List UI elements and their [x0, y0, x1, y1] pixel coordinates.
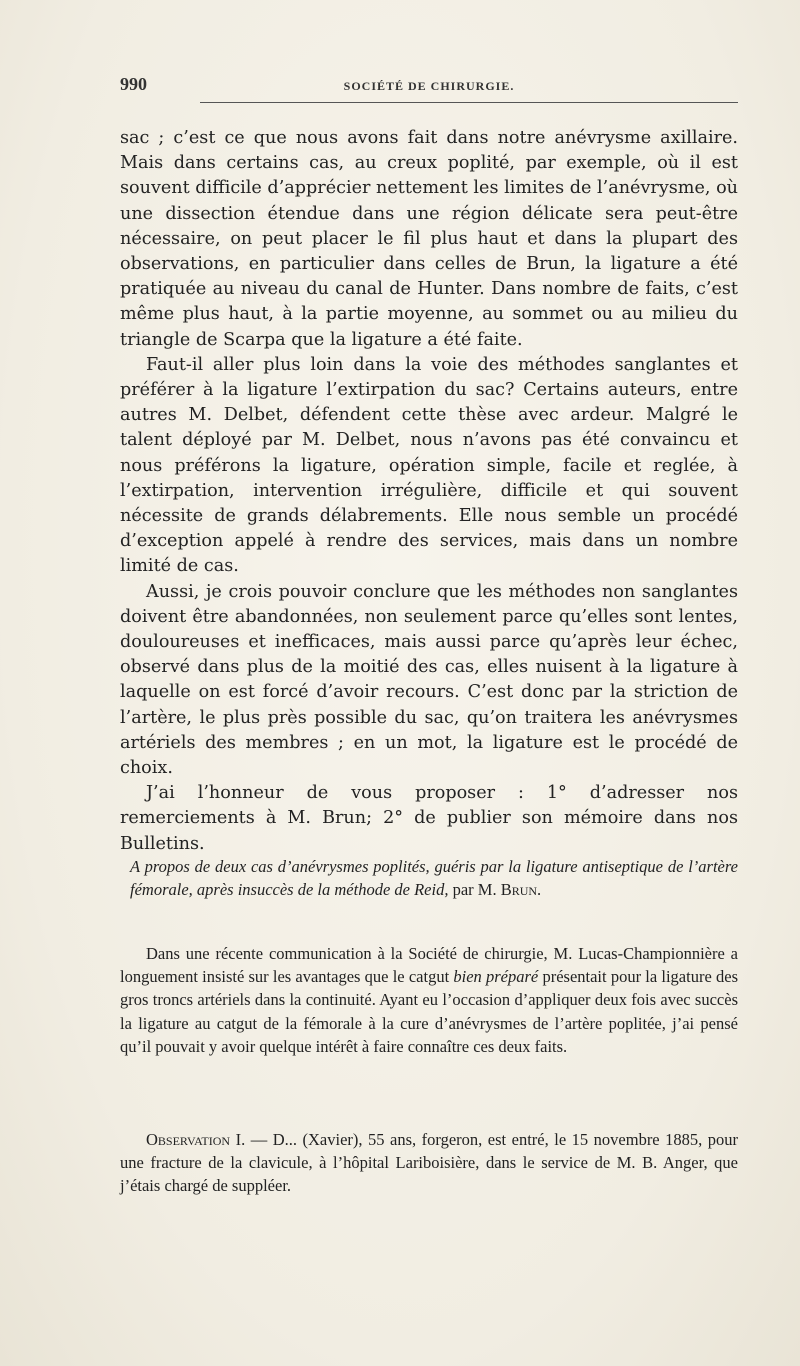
observation-label: Observation I. [146, 1130, 246, 1149]
paragraph-2: Faut-il aller plus loin dans la voie des méthodes sanglantes et préférer à la ligature l’extirpation du sac? Certains auteurs, entre autres M. Delbet, défendent cette thèse avec ardeur. Malgré le talent déployé par M. Delbet, nous n’avons pas été convaincu et nous préférons la ligature, opération simple, facile et reglée, à l’extirpation, intervention irrégulière, difficile et qui souvent nécessite de grands délabrements. Elle nous semble un procédé d’exception appelé à rendre des services, mais dans un nombre limité de cas. [120, 354, 738, 577]
intro-paragraph [120, 942, 738, 1058]
article-author: Brun. [500, 880, 542, 899]
header-rule [200, 102, 738, 103]
main-text [120, 126, 738, 857]
byline-prefix: par M. [452, 880, 497, 899]
intro-part-1: Dans une récente communication à la Société de chirurgie, M. Lucas-Championnière a longuement insisté sur les avantages que le catgut [120, 944, 738, 987]
intro-part-2: présentait pour la ligature des gros troncs artériels dans la continuité. Ayant eu l’occasion d’appliquer deux fois avec succès la ligature au catgut de la fémorale à la cure d’anévrysmes de l’artère poplitée, j’ai pensé qu’il pouvait y avoir quelque intérêt à faire connaître ces deux faits. [120, 967, 738, 1056]
page-header [120, 74, 738, 102]
observation-text: — D... (Xavier), 55 ans, forgeron, est entré, le 15 novembre 1885, pour une fracture de la clavicule, à l’hôpital Lariboisière, dans le service de M. B. Anger, que j’étais chargé de suppléer. [120, 1130, 739, 1196]
running-title: SOCIÉTÉ DE CHIRURGIE. [343, 79, 515, 93]
page-number: 990 [120, 74, 147, 94]
observation-paragraph [120, 1128, 738, 1198]
observation-section [120, 1128, 738, 1198]
article-heading [130, 855, 738, 901]
intro-emphasis: bien préparé [453, 967, 539, 987]
paragraph-1: sac ; c’est ce que nous avons fait dans notre anévrysme axillaire. Mais dans certains cas, au creux poplité, par exemple, où il est souvent difficile d’apprécier nettement les limites de l’anévrysme, où une dissection étendue dans une région délicate sera peut-être nécessaire, on peut placer le fil plus haut et dans la plupart des observations, en particulier dans celles de Brun, la ligature a été pratiquée au niveau du canal de Hunter. Dans nombre de faits, c’est même plus haut, à la partie moyenne, au sommet ou au milieu du triangle de Scarpa que la ligature a été faite. [120, 128, 738, 350]
article-title: A propos de deux cas d’anévrysmes poplités, guéris par la ligature antiseptique de l’artère fémorale, après insuccès de la méthode de Reid, [130, 857, 738, 899]
article-intro [120, 942, 738, 1058]
paragraph-4: J’ai l’honneur de vous proposer : 1° d’adresser nos remerciements à M. Brun; 2° de publier son mémoire dans nos Bulletins. [120, 783, 738, 854]
paragraph-3: Aussi, je crois pouvoir conclure que les méthodes non sanglantes doivent être abandonnées, non seulement parce qu’elles sont lentes, douloureuses et inefficaces, mais aussi parce qu’après leur échec, observé dans plus de la moitié des cas, elles nuisent à la ligature à laquelle on est forcé d’avoir recours. C’est donc par la striction de l’artère, le plus près possible du sac, qu’on traitera les anévrysmes artériels des membres ; en un mot, la ligature est le procédé de choix. [120, 581, 738, 779]
article-byline [453, 880, 542, 899]
